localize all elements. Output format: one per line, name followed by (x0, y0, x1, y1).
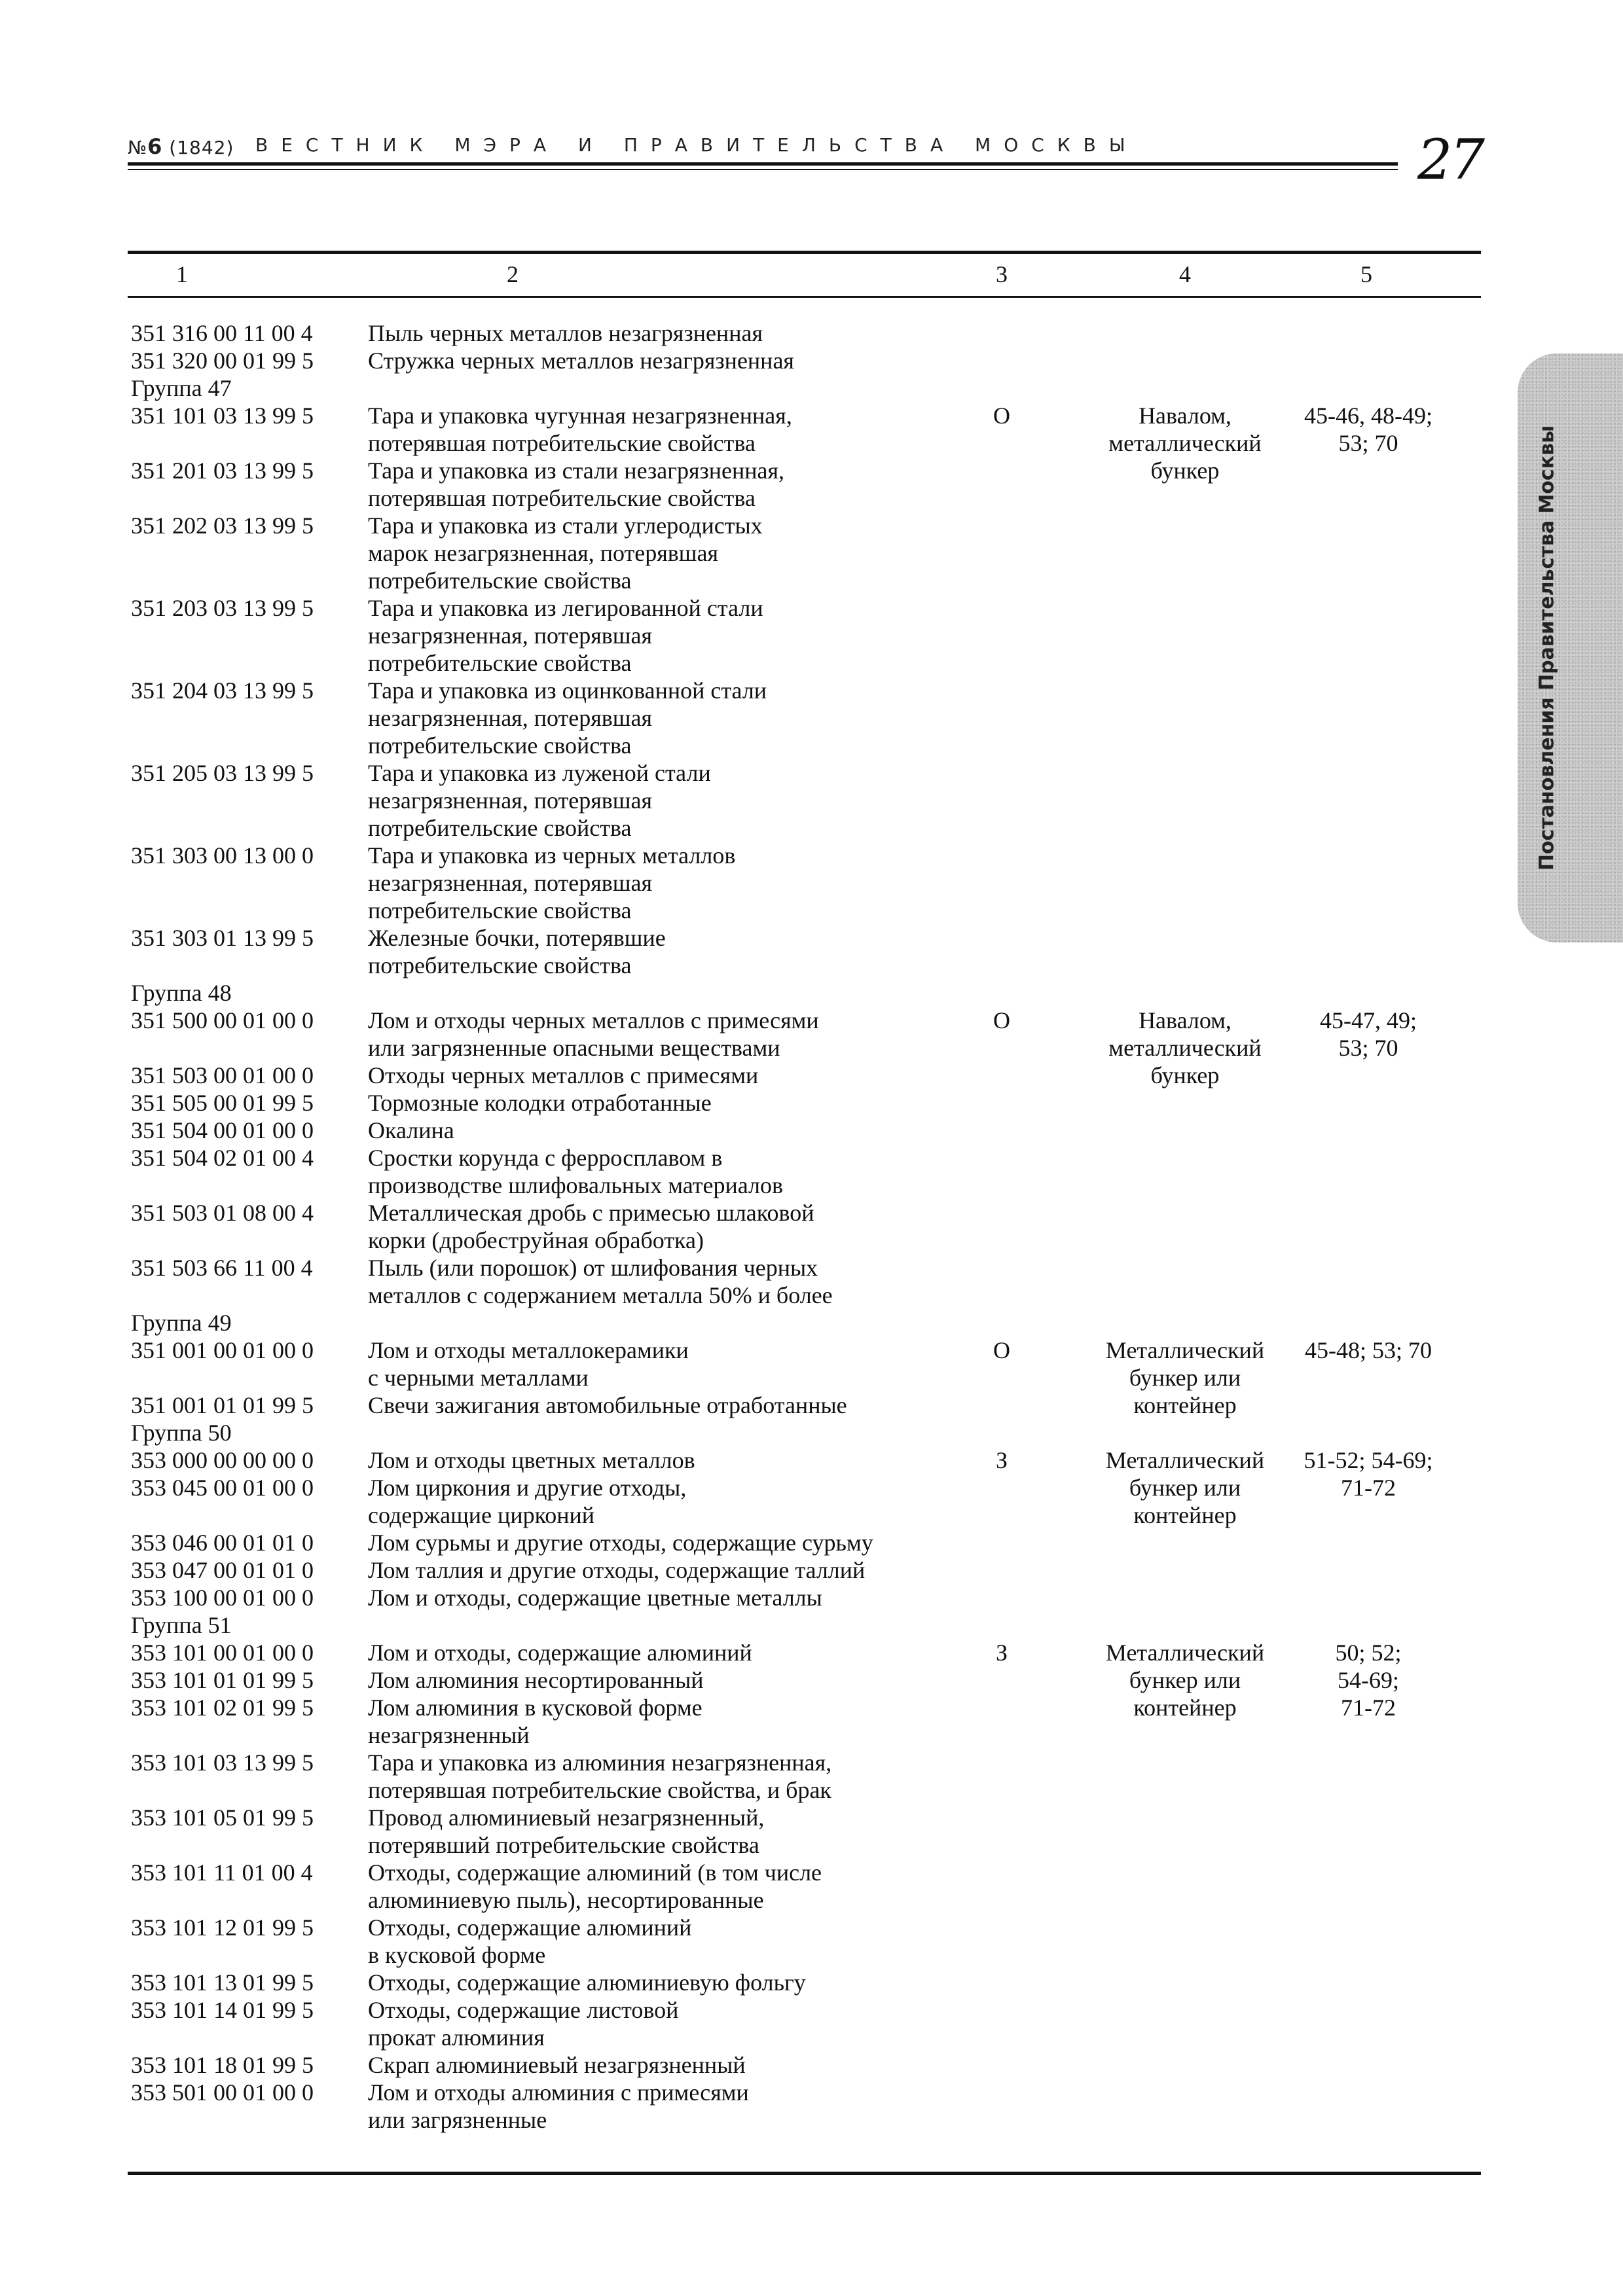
waste-code: 353 101 13 01 99 5 (131, 1969, 314, 1996)
table-row (0, 1391, 1623, 1419)
group-label: Группа 51 (131, 1612, 232, 1638)
waste-name: Лом алюминия несортированный (368, 1667, 704, 1693)
compatible-groups: 45-48; 53; 70 (1305, 1337, 1432, 1363)
table-top-rule (128, 251, 1481, 254)
waste-code: 351 202 03 13 99 5 (131, 512, 314, 539)
waste-name: Лом и отходы, содержащие цветные металлы (368, 1585, 822, 1611)
table-row (0, 1199, 1623, 1254)
table-row (0, 842, 1623, 924)
compatible-groups: 45-46, 48-49; 53; 70 (1304, 403, 1432, 456)
waste-code: 351 204 03 13 99 5 (131, 677, 314, 704)
waste-code: 351 303 01 13 99 5 (131, 925, 314, 951)
group-row (0, 1611, 1623, 1639)
waste-name: Тара и упаковка из черных металлов незагрязненная, потерявшая потребительские свойства (368, 842, 736, 924)
waste-name: Стружка черных металлов незагрязненная (368, 348, 794, 374)
table-row (0, 1089, 1623, 1117)
column-header-3: 3 (996, 261, 1008, 287)
waste-code: 353 101 02 01 99 5 (131, 1695, 314, 1721)
storage-method: Металлический бункер или контейнер (1105, 1337, 1265, 1418)
group-row (0, 374, 1623, 402)
header-rule-thin (128, 169, 1398, 170)
table-row (0, 594, 1623, 677)
table-row (0, 1117, 1623, 1144)
hazard-class: З (995, 1640, 1008, 1666)
waste-code: 351 001 01 01 99 5 (131, 1392, 314, 1418)
waste-name: Скрап алюминиевый незагрязненный (368, 2052, 746, 2078)
table-body (0, 319, 1623, 2134)
table-row (0, 1062, 1623, 1089)
waste-code: 351 504 02 01 00 4 (131, 1145, 314, 1171)
waste-code: 351 503 66 11 00 4 (131, 1255, 313, 1281)
waste-name: Лом циркония и другие отходы, содержащие цирконий (368, 1475, 687, 1528)
waste-code: 351 205 03 13 99 5 (131, 760, 314, 786)
waste-code: 353 101 11 01 00 4 (131, 1859, 313, 1886)
issue-number: 6 (147, 134, 163, 159)
waste-code: 353 046 00 01 01 0 (131, 1530, 314, 1556)
waste-name: Лом и отходы черных металлов с примесями или загрязненные опасными веществами (368, 1007, 819, 1061)
table-row (0, 1969, 1623, 1996)
waste-code: 351 203 03 13 99 5 (131, 595, 314, 621)
waste-name: Окалина (368, 1117, 454, 1143)
group-row (0, 1309, 1623, 1336)
compatible-groups: 51-52; 54-69; 71-72 (1304, 1447, 1433, 1501)
waste-name: Провод алюминиевый незагрязненный, потерявший потребительские свойства (368, 1804, 765, 1858)
waste-code: 353 101 05 01 99 5 (131, 1804, 314, 1831)
waste-name: Тормозные колодки отработанные (368, 1090, 712, 1116)
waste-code: 353 000 00 00 00 0 (131, 1447, 314, 1473)
waste-name: Пыль черных металлов незагрязненная (368, 320, 763, 346)
waste-name: Тара и упаковка чугунная незагрязненная, потерявшая потребительские свойства (368, 403, 792, 456)
waste-name: Тара и упаковка из стали углеродистых марок незагрязненная, потерявшая потребительские свойства (368, 512, 763, 594)
group-label: Группа 49 (131, 1310, 232, 1336)
group-label: Группа 50 (131, 1420, 232, 1446)
table-row (0, 1749, 1623, 1804)
storage-method: Навалом, металлический бункер (1108, 403, 1262, 484)
compatible-groups: 50; 52; 54-69; 71-72 (1335, 1640, 1402, 1721)
waste-name: Металлическая дробь с примесью шлаковой корки (дробеструйная обработка) (368, 1200, 814, 1253)
waste-name: Тара и упаковка из луженой стали незагрязненная, потерявшая потребительские свойства (368, 760, 711, 841)
waste-name: Отходы, содержащие листовой прокат алюминия (368, 1997, 679, 2051)
waste-name: Тара и упаковка из легированной стали незагрязненная, потерявшая потребительские свойства (368, 595, 763, 676)
waste-name: Отходы черных металлов с примесями (368, 1062, 759, 1088)
table-row (0, 2079, 1623, 2134)
waste-name: Лом таллия и другие отходы, содержащие таллий (368, 1557, 866, 1583)
issue-label (128, 134, 234, 159)
waste-code: 353 101 00 01 00 0 (131, 1640, 314, 1666)
table-row (0, 677, 1623, 759)
waste-code: 351 503 00 01 00 0 (131, 1062, 314, 1088)
waste-code: 351 101 03 13 99 5 (131, 403, 314, 429)
table-row (0, 1556, 1623, 1584)
table-row (0, 347, 1623, 374)
storage-method: Металлический бункер или контейнер (1105, 1447, 1265, 1528)
group-row (0, 979, 1623, 1007)
waste-code: 351 500 00 01 00 0 (131, 1007, 314, 1033)
column-header-4: 4 (1179, 261, 1191, 287)
waste-code: 353 100 00 01 00 0 (131, 1585, 314, 1611)
table-row (0, 1254, 1623, 1309)
column-header-5: 5 (1360, 261, 1372, 287)
waste-name: Лом алюминия в кусковой форме незагрязненный (368, 1695, 702, 1748)
journal-header (128, 128, 1372, 167)
waste-name: Лом и отходы металлокерамики с черными металлами (368, 1337, 689, 1391)
waste-code: 353 045 00 01 00 0 (131, 1475, 314, 1501)
waste-name: Отходы, содержащие алюминиевую фольгу (368, 1969, 806, 1996)
table-row (0, 512, 1623, 594)
table-row (0, 1859, 1623, 1914)
section-tab-text: Постановления Правительства Москвы (1535, 425, 1559, 871)
waste-name: Тара и упаковка из стали незагрязненная, потерявшая потребительские свойства (368, 457, 785, 511)
hazard-class: З (995, 1447, 1008, 1473)
waste-code: 351 320 00 01 99 5 (131, 348, 314, 374)
table-row (0, 924, 1623, 979)
waste-code: 353 047 00 01 01 0 (131, 1557, 314, 1583)
waste-code: 353 101 12 01 99 5 (131, 1914, 314, 1941)
waste-name: Лом и отходы цветных металлов (368, 1447, 695, 1473)
table-row (0, 319, 1623, 347)
waste-code: 351 001 00 01 00 0 (131, 1337, 314, 1363)
waste-name: Лом сурьмы и другие отходы, содержащие сурьму (368, 1530, 873, 1556)
issue-total: (1842) (169, 137, 234, 158)
group-row (0, 1419, 1623, 1446)
table-row (0, 2051, 1623, 2079)
waste-name: Отходы, содержащие алюминий в кусковой форме (368, 1914, 692, 1968)
waste-name: Пыль (или порошок) от шлифования черных металлов с содержанием металла 50% и более (368, 1255, 833, 1308)
table-row (0, 1694, 1623, 1749)
hazard-class: О (993, 1007, 1010, 1033)
group-label: Группа 47 (131, 375, 232, 401)
waste-name: Лом и отходы алюминия с примесями или загрязненные (368, 2079, 749, 2133)
compatible-groups: 45-47, 49; 53; 70 (1320, 1007, 1417, 1061)
issue-prefix: № (128, 137, 148, 158)
waste-code: 351 504 00 01 00 0 (131, 1117, 314, 1143)
waste-code: 351 316 00 11 00 4 (131, 320, 313, 346)
waste-code: 351 303 00 13 00 0 (131, 842, 314, 869)
table-row (0, 1666, 1623, 1694)
waste-code: 351 505 00 01 99 5 (131, 1090, 314, 1116)
table-row (0, 1474, 1623, 1529)
table-row (0, 1529, 1623, 1556)
waste-code: 351 503 01 08 00 4 (131, 1200, 314, 1226)
waste-code: 353 101 03 13 99 5 (131, 1749, 314, 1776)
waste-name: Отходы, содержащие алюминий (в том числе алюминиевую пыль), несортированные (368, 1859, 822, 1913)
waste-code: 351 201 03 13 99 5 (131, 457, 314, 484)
table-row (0, 457, 1623, 512)
waste-code: 353 101 01 01 99 5 (131, 1667, 314, 1693)
table-bottom-rule (128, 2172, 1481, 2175)
waste-code: 353 101 18 01 99 5 (131, 2052, 314, 2078)
storage-method: Навалом, металлический бункер (1108, 1007, 1262, 1088)
waste-name: Сростки корунда с ферросплавом в производстве шлифовальных материалов (368, 1145, 784, 1198)
table-row (0, 1914, 1623, 1969)
journal-title: ВЕСТНИК МЭРА И ПРАВИТЕЛЬСТВА МОСКВЫ (255, 134, 1139, 156)
waste-code: 353 501 00 01 00 0 (131, 2079, 314, 2106)
waste-name: Тара и упаковка из оцинкованной стали незагрязненная, потерявшая потребительские свойства (368, 677, 767, 759)
group-label: Группа 48 (131, 980, 232, 1006)
waste-name: Тара и упаковка из алюминия незагрязненная, потерявшая потребительские свойства, и брак (368, 1749, 832, 1803)
waste-name: Лом и отходы, содержащие алюминий (368, 1640, 752, 1666)
table-row (0, 759, 1623, 842)
storage-method: Металлический бункер или контейнер (1105, 1640, 1265, 1721)
header-rule-thick (128, 162, 1398, 166)
table-row (0, 1804, 1623, 1859)
waste-name: Железные бочки, потерявшие потребительские свойства (368, 925, 666, 978)
table-row (0, 1996, 1623, 2051)
waste-name: Свечи зажигания автомобильные отработанные (368, 1392, 847, 1418)
hazard-class: О (993, 1337, 1010, 1363)
table-row (0, 1144, 1623, 1199)
table-header-rule (128, 296, 1481, 298)
column-header-1: 1 (176, 261, 188, 287)
page-number: 27 (1417, 128, 1482, 192)
waste-code: 353 101 14 01 99 5 (131, 1997, 314, 2023)
table-row (0, 1584, 1623, 1611)
hazard-class: О (993, 403, 1010, 429)
column-header-2: 2 (507, 261, 519, 287)
